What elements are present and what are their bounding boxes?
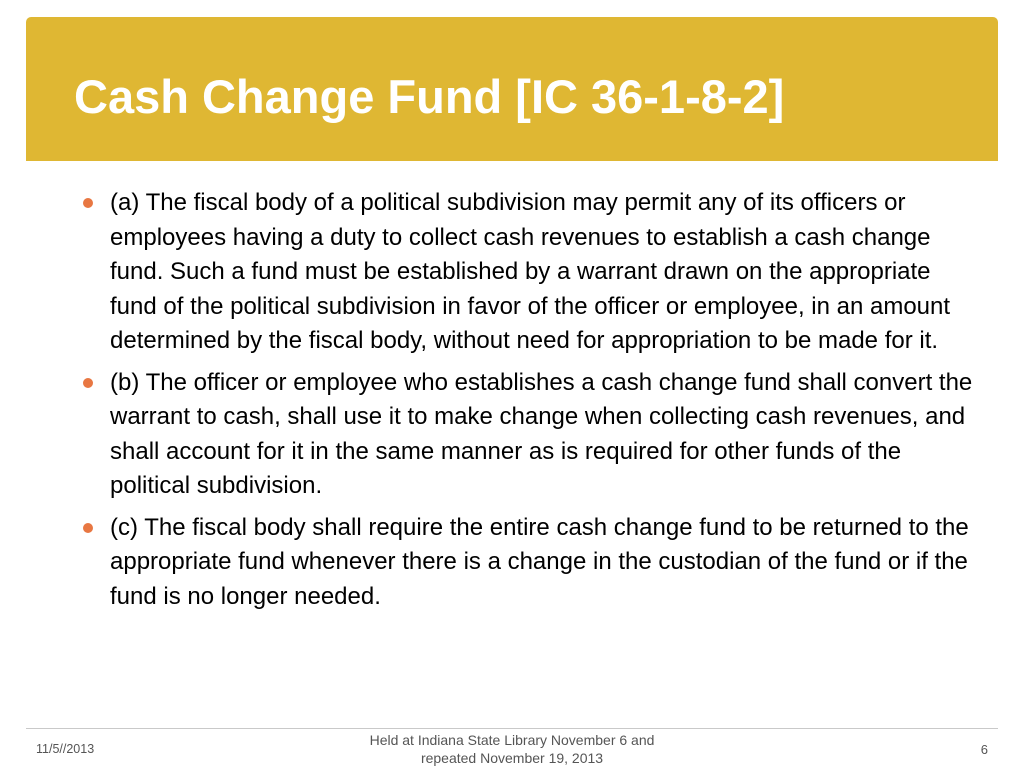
bullet-list <box>80 186 980 614</box>
bullet-dot-icon <box>83 523 93 533</box>
footer-event-line-2: repeated November 19, 2013 <box>420 750 604 766</box>
bullet-dot-icon <box>83 198 93 208</box>
bullet-text-a: (a) The fiscal body of a political subdivision may permit any of its officers or employees having a duty to collect cash revenues to establish a cash change fund. Such a fund must be established by a warrant drawn on the appropriate fund of the political subdivision in favor of the officer or employee, in an amount determined by the fiscal body, without need for appropriation to be made for it. <box>110 189 951 354</box>
footer-date: 11/5//2013 <box>36 742 95 756</box>
slide-title: Cash Change Fund [IC 36-1-8-2] <box>74 70 785 123</box>
title-bar <box>26 17 998 161</box>
bullet-item-c <box>80 511 980 615</box>
bullet-item-a <box>80 186 980 359</box>
bullet-text-c: (c) The fiscal body shall require the entire cash change fund to be returned to the appropriate fund whenever there is a change in the custodian of the fund or if the fund is no longer needed. <box>110 513 969 610</box>
bullet-item-b <box>80 366 980 504</box>
footer-event-note <box>312 731 712 767</box>
slide-content <box>80 186 980 621</box>
footer-event-line-1: Held at Indiana State Library November 6 and <box>369 732 655 748</box>
bullet-text-b: (b) The officer or employee who establishes a cash change fund shall convert the warrant to cash, shall use it to make change when collecting cash revenues, and shall account for it in the same manner as is required for other funds of the political subdivision. <box>110 368 973 499</box>
page-number: 6 <box>980 742 988 757</box>
footer-divider <box>26 728 998 729</box>
bullet-dot-icon <box>83 378 93 388</box>
